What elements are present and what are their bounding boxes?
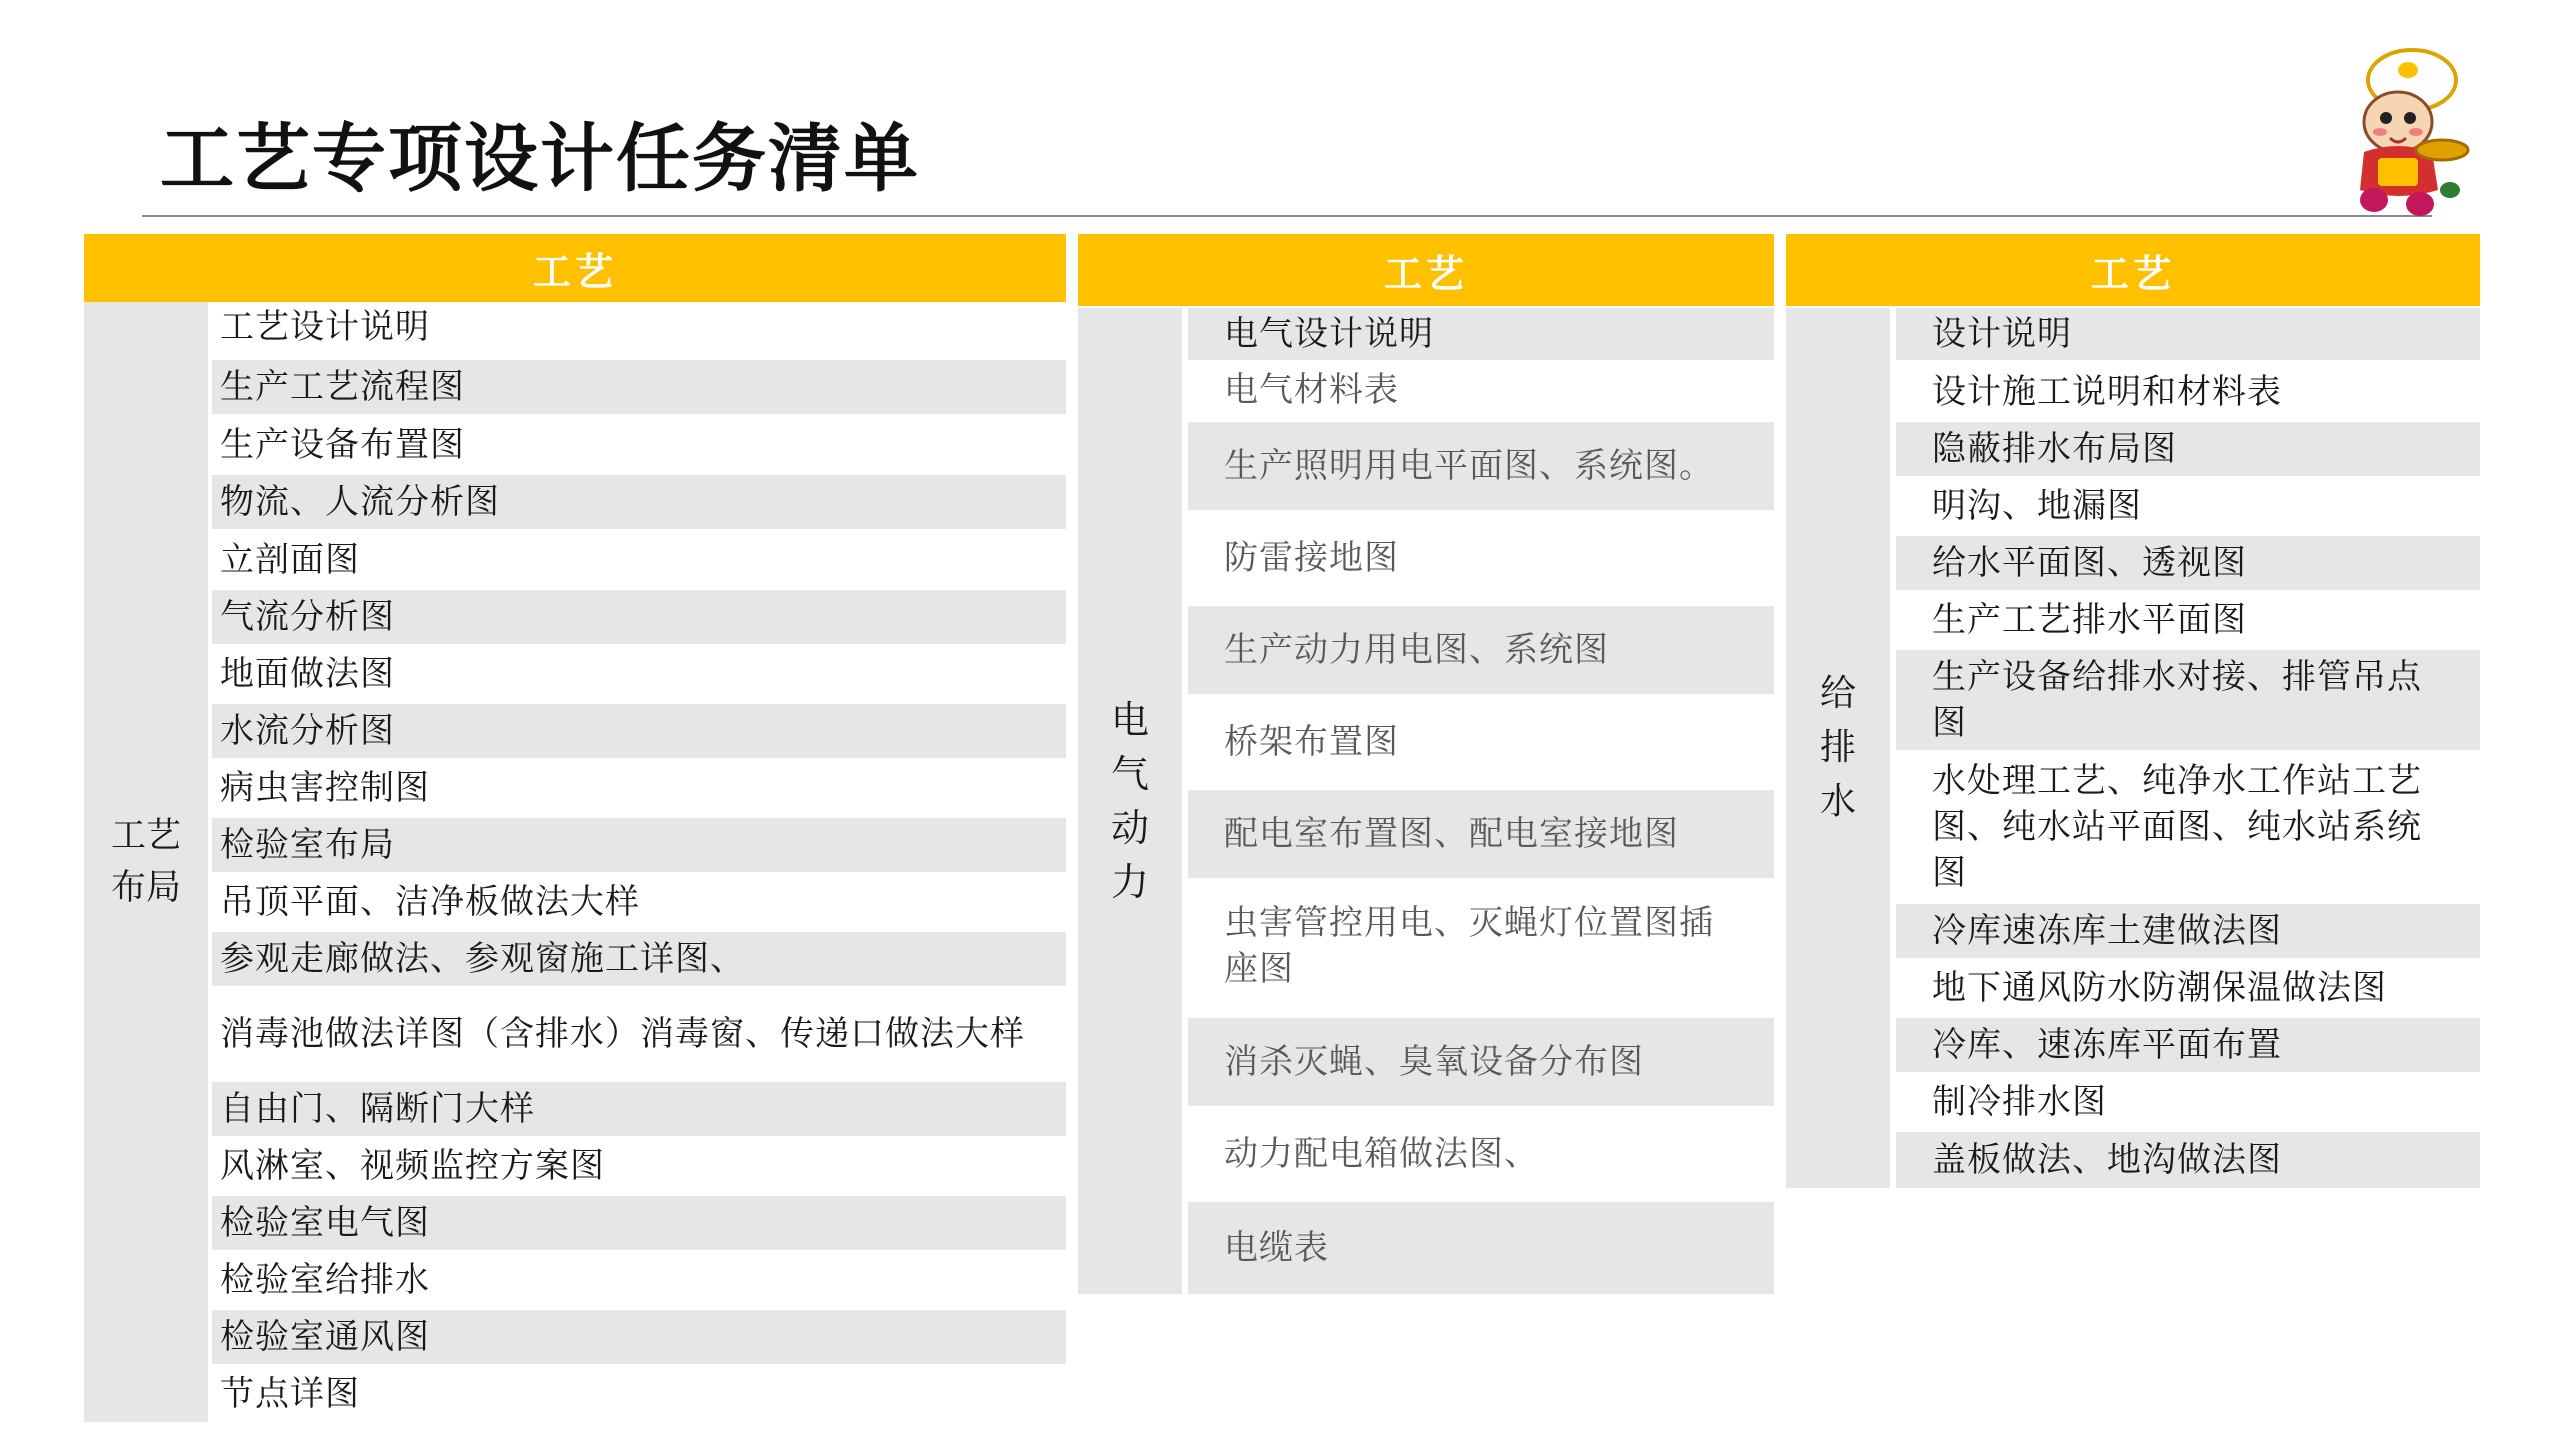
list-item: 设计施工说明和材料表 [1932,372,2282,412]
list-item: 消杀灭蝇、臭氧设备分布图 [1188,1018,1774,1106]
list-item: 动力配电箱做法图、 [1224,1134,1539,1174]
list-item: 地下通风防水防潮保温做法图 [1932,968,2387,1008]
list-item: 工艺设计说明 [220,307,430,347]
list-item: 参观走廊做法、参观窗施工详图、 [212,932,1066,986]
table-electrical [1078,234,1774,1294]
list-item: 冷库、速冻库平面布置 [1896,1018,2480,1072]
list-item: 虫害管控用电、灭蝇灯位置图插座图 [1224,903,1714,989]
list-item: 电气设计说明 [1188,308,1774,360]
list-item: 物流、人流分析图 [212,475,1066,529]
list-item: 地面做法图 [220,654,395,694]
list-item: 冷库速冻库土建做法图 [1896,904,2480,958]
category-cell: 给 排 水 [1786,308,1890,1188]
list-item: 电气材料表 [1224,370,1399,410]
list-item: 检验室给排水 [220,1260,430,1300]
list-item: 风淋室、视频监控方案图 [220,1146,605,1186]
list-item: 生产照明用电平面图、系统图。 [1188,422,1774,510]
list-item: 生产设备布置图 [220,425,465,465]
table-header: 工艺 [84,234,1066,302]
list-item: 检验室通风图 [212,1310,1066,1364]
list-item: 气流分析图 [212,590,1066,644]
list-item: 消毒池做法详图（含排水）消毒窗、传递口做法大样 [220,1014,1025,1054]
table-header: 工艺 [1078,234,1774,306]
table-header: 工艺 [1786,234,2480,306]
list-item: 生产工艺流程图 [212,360,1066,414]
table-water-supply-drainage [1786,234,2480,1188]
chef-mascot-icon [2320,40,2480,220]
list-item: 防雷接地图 [1224,538,1399,578]
list-item: 水处理工艺、纯净水工作站工艺图、纯水站平面图、纯水站系统图 [1932,761,2422,893]
list-item: 隐蔽排水布局图 [1896,422,2480,476]
list-item: 生产动力用电图、系统图 [1188,606,1774,694]
list-item: 生产设备给排水对接、排管吊点图 [1896,650,2480,750]
list-item: 给水平面图、透视图 [1896,536,2480,590]
title-divider [142,215,2432,217]
list-item: 盖板做法、地沟做法图 [1896,1132,2480,1188]
list-item: 吊顶平面、洁净板做法大样 [220,882,640,922]
table-process-layout [84,234,1066,1422]
list-item: 设计说明 [1896,308,2480,360]
list-item: 配电室布置图、配电室接地图 [1188,790,1774,878]
page-title: 工艺专项设计任务清单 [160,116,920,202]
list-item: 病虫害控制图 [220,768,430,808]
list-item: 桥架布置图 [1224,722,1399,762]
list-item: 节点详图 [220,1374,360,1414]
list-item: 立剖面图 [220,540,360,580]
list-item: 制冷排水图 [1932,1082,2107,1122]
category-cell: 电 气 动 力 [1078,308,1182,1294]
list-item: 明沟、地漏图 [1932,486,2142,526]
list-item: 电缆表 [1188,1202,1774,1294]
category-cell: 工艺 布局 [84,302,208,1422]
list-item: 生产工艺排水平面图 [1932,600,2247,640]
list-item: 自由门、隔断门大样 [212,1082,1066,1136]
list-item: 水流分析图 [212,704,1066,758]
list-item: 检验室布局 [212,818,1066,872]
list-item: 检验室电气图 [212,1196,1066,1250]
